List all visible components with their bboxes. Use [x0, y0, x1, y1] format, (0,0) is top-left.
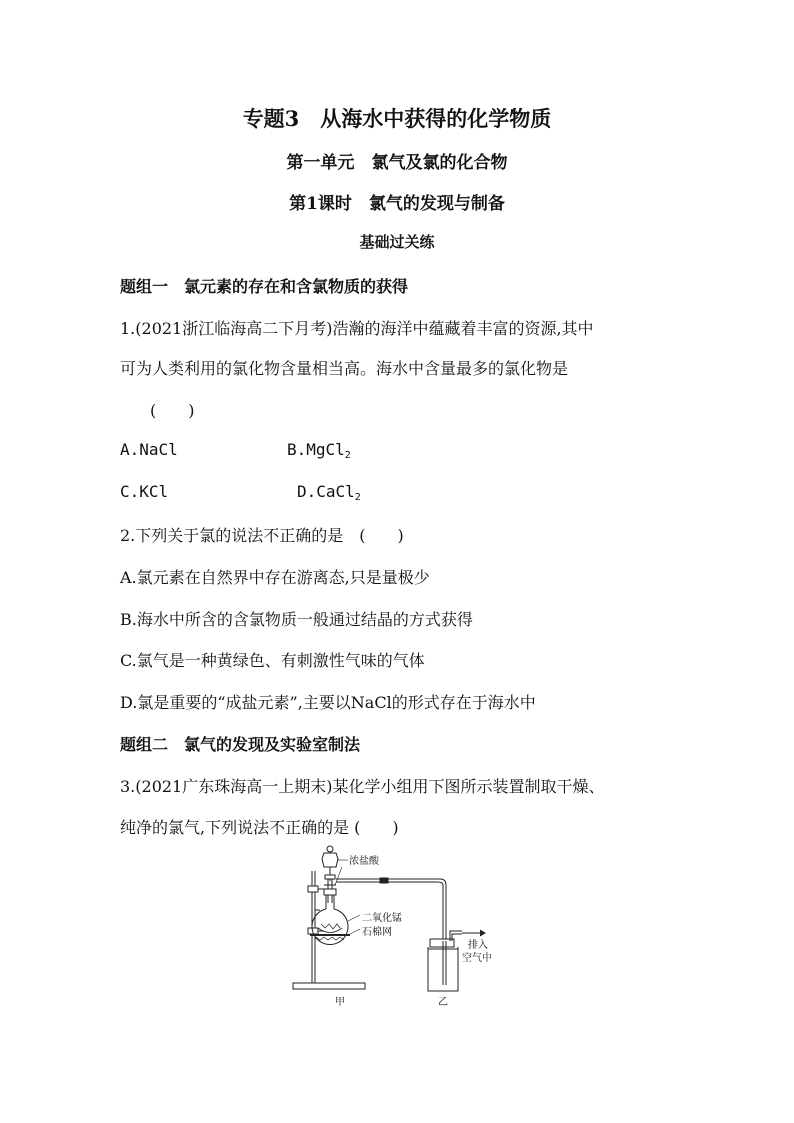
q1-stem-line1: 1.(2021浙江临海高二下月考)浩瀚的海洋中蕴藏着丰富的资源,其中: [120, 319, 594, 338]
group2-heading: 题组二 氯气的发现及实验室制法: [120, 735, 361, 754]
label-mno2: 二氧化锰: [362, 913, 402, 924]
label-exhaust-2: 空气中: [462, 953, 492, 964]
lesson-title: 第1课时 氯气的发现与制备: [289, 194, 505, 214]
round-bottom-flask: [312, 889, 360, 945]
label-gauze: 石棉网: [362, 927, 392, 938]
label-jia: 甲: [335, 997, 345, 1008]
q1-option-a: A.NaCl: [120, 440, 178, 459]
label-exhaust-1: 排入: [468, 940, 488, 951]
label-yi: 乙: [438, 997, 448, 1008]
q1-stem-line2: 可为人类利用的氯化物含量相当高。海水中含量最多的氯化物是: [120, 359, 569, 378]
q1-answer-blank: ( ): [150, 401, 195, 420]
apparatus-figure: [290, 845, 520, 1010]
unit-title: 第一单元 氯气及氯的化合物: [286, 153, 508, 173]
q3-stem-line2: 纯净的氯气,下列说法不正确的是 ( ): [120, 818, 399, 837]
q1-option-d: D.CaCl$_2$: [297, 482, 361, 503]
q2-stem: 2.下列关于氯的说法不正确的是 ( ): [120, 526, 404, 545]
q1-option-b: B.MgCl$_2$: [287, 440, 351, 461]
q2-option-a: A.氯元素在自然界中存在游离态,只是量极少: [120, 568, 430, 587]
page-title: 专题3 从海水中获得的化学物质: [242, 106, 552, 131]
q2-option-b: B.海水中所含的含氯物质一般通过结晶的方式获得: [120, 610, 473, 629]
label-acid: 浓盐酸: [349, 856, 379, 867]
q3-stem-line1: 3.(2021广东珠海高一上期末)某化学小组用下图所示装置制取干燥、: [120, 777, 605, 796]
group1-heading: 题组一 氯元素的存在和含氯物质的获得: [120, 277, 409, 296]
q2-option-c: C.氯气是一种黄绿色、有刺激性气味的气体: [120, 651, 425, 670]
section-title: 基础过关练: [359, 233, 435, 251]
q2-option-d: D.氯是重要的“成盐元素”,主要以NaCl的形式存在于海水中: [120, 693, 536, 712]
q1-option-c: C.KCl: [120, 482, 169, 501]
